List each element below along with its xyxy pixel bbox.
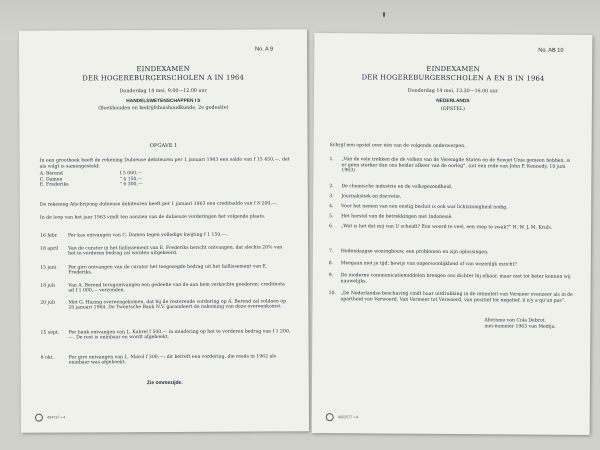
topic-item: 1. „Van de vele trekken die de volken van de Verenigde Staten en de Sowjet Unie gemeen hebben, is er geen sterker dan ons beider afkeer van de oorlog”. (uit een rede van John F. Kennedy, 10 juni 1963) bbox=[329, 157, 571, 174]
printer-seal-icon bbox=[326, 413, 334, 421]
quote-source: Aforisme van Cola Debrot, bbox=[484, 318, 546, 324]
topic-item: 6. „Wat is het dat mij van U scheidt? Een woord te veel, een roep te zwak?” H. W. J. M. Kruls. bbox=[329, 224, 553, 231]
turn-over-note: Zie ommezijde. bbox=[146, 379, 183, 387]
topic-item: 2. De chemische industrie en de volksgezondheid. bbox=[329, 184, 453, 191]
intro-paragraph: Schrijf een opstel over één van de volgende onderwerpen. bbox=[329, 143, 466, 150]
exam-subject: NEDERLANDS bbox=[436, 98, 470, 105]
event-row: 18 juli Van A. Berend terugontvangen een gedeelte van de aan hem verkochte goederen; creditnota ad f 1 000,— verzonden. bbox=[40, 282, 285, 294]
topic-item: 10. „De Nederlandse beschaving vindt haar uitdrukking in de intimiteit van Vermeer evenzeer als in de apartheid van Verwoerd. Van Vermeer tot Verwoerd, van positief tot negatief, il n'y a qu'un pas”. bbox=[328, 291, 573, 304]
exam-title: EINDEXAMEN bbox=[136, 64, 190, 74]
topic-item: 7. Hedendaagse woningbouw, een problemen en zijn oplossingen. bbox=[328, 249, 489, 256]
exam-title: EINDEXAMEN bbox=[426, 64, 480, 74]
exam-subject-subtitle: (OPSTEL) bbox=[440, 106, 465, 113]
event-row: 15 juni Per giro ontvangen van de curator het toegezegde bedrag uit het faillissement van E. Frederiks. bbox=[40, 264, 268, 276]
account-list bbox=[40, 171, 143, 188]
account-row: C. Damen " 4 150,— bbox=[39, 176, 143, 183]
section-heading: OPGAVE 1 bbox=[149, 142, 178, 150]
account-row: E. Frederiks " 6 300,— bbox=[39, 182, 143, 188]
topic-item: 9. De moderne communicatiemiddelen brengen ons dichter bij elkaar, maar niet tot beter kennen wij nauwelijks. bbox=[328, 273, 571, 285]
print-code: 4052577 • 4 bbox=[326, 413, 358, 421]
desk-speck bbox=[383, 12, 385, 17]
topic-item: 4. Voor het nemen van een enstig besluit is ook wat lichtzinnigheid nodig. bbox=[329, 204, 508, 211]
exam-date: Donderdag 14 mei, 9.00—12.00 uur bbox=[119, 88, 207, 95]
topic-item: 5. Het herstel van de betrekkingen met Indonesië. bbox=[329, 214, 453, 221]
account-row: A. Berend f 5 000,— bbox=[39, 171, 143, 177]
exam-sheet-right bbox=[312, 33, 593, 435]
intro-paragraph: In een grootboek heeft de rekening Dubieuse debiteuren per 1 januari 1963 een saldo van f 15 450,—, dat als volgt is samengesteld: bbox=[39, 157, 290, 170]
paragraph: De rekening Afschrijving dubieuse debiteuren heeft per 1 januari 1963 een creditsaldo van f 8 200,—. bbox=[39, 201, 278, 208]
quote-source-detail: mei-nummer 1963 van Medija. bbox=[484, 324, 556, 330]
event-row: 15 sept. Per bank ontvangen van L. Kabrel f 500,— in mindering op het te vorderen bedrag van f 1 200,—. De rest is oninbaar en wordt afgeboekt. bbox=[40, 329, 291, 341]
exam-date: Donderdag 14 mei, 13.30—16.00 uur bbox=[407, 88, 499, 95]
topic-item: 3. Journalistiek en discretie. bbox=[329, 194, 402, 200]
exam-school: DER HOGEREBURGERSCHOLEN A IN 1964 bbox=[82, 73, 245, 83]
event-row: 20 juli Met G. Hazing overeengekomen, dat bij de resterende vordering op A. Berend zal voldoen op 20 januari 1964. De Twentsche Bank N.V. garandeert de nakoming van deze overeenkomst. bbox=[40, 299, 287, 311]
exam-sheet-left bbox=[19, 29, 309, 433]
sheet-number: No. AB 10 bbox=[538, 47, 564, 54]
sheet-number: No. A 9 bbox=[255, 46, 274, 53]
paragraph: In de loop van het jaar 1963 vindt ten aanzien van de dubieuze vorderingen het volgende plaats. bbox=[39, 214, 266, 221]
event-row: 16 febr. Per kas ontvangen van C. Damen tegen volledige kwijting f 1 150,—. bbox=[40, 232, 228, 239]
topic-item: 8. Meegaan met je tijd: bewijs van onpersoonlijkheid of van wezenlijk inzicht? bbox=[328, 261, 517, 268]
exam-school: DER HOGEREBURGERSCHOLEN A EN B IN 1964 bbox=[361, 73, 545, 83]
printer-seal-icon bbox=[35, 414, 43, 422]
event-row: 8 okt. Per giro ontvangen van L. Marol f 300,—; dit betreft een vordering, die reeds in 1962 als oninbaar was afgeboekt. bbox=[40, 354, 277, 366]
exam-subject: HANDELSWETENSCHAPPEN I b bbox=[126, 98, 201, 105]
event-row: 18 april Van de curator in het faillissement van E. Frederiks bericht ontvangen, dat slechts 20% van het te vorderen bedrag zal worden uitgekeerd. bbox=[40, 245, 283, 257]
exam-subject-subtitle: (Boekhouden en bedrijfshuishoudkunde, 2e gedeelte) bbox=[98, 105, 229, 112]
print-code: 404717 • 4 bbox=[35, 414, 65, 422]
